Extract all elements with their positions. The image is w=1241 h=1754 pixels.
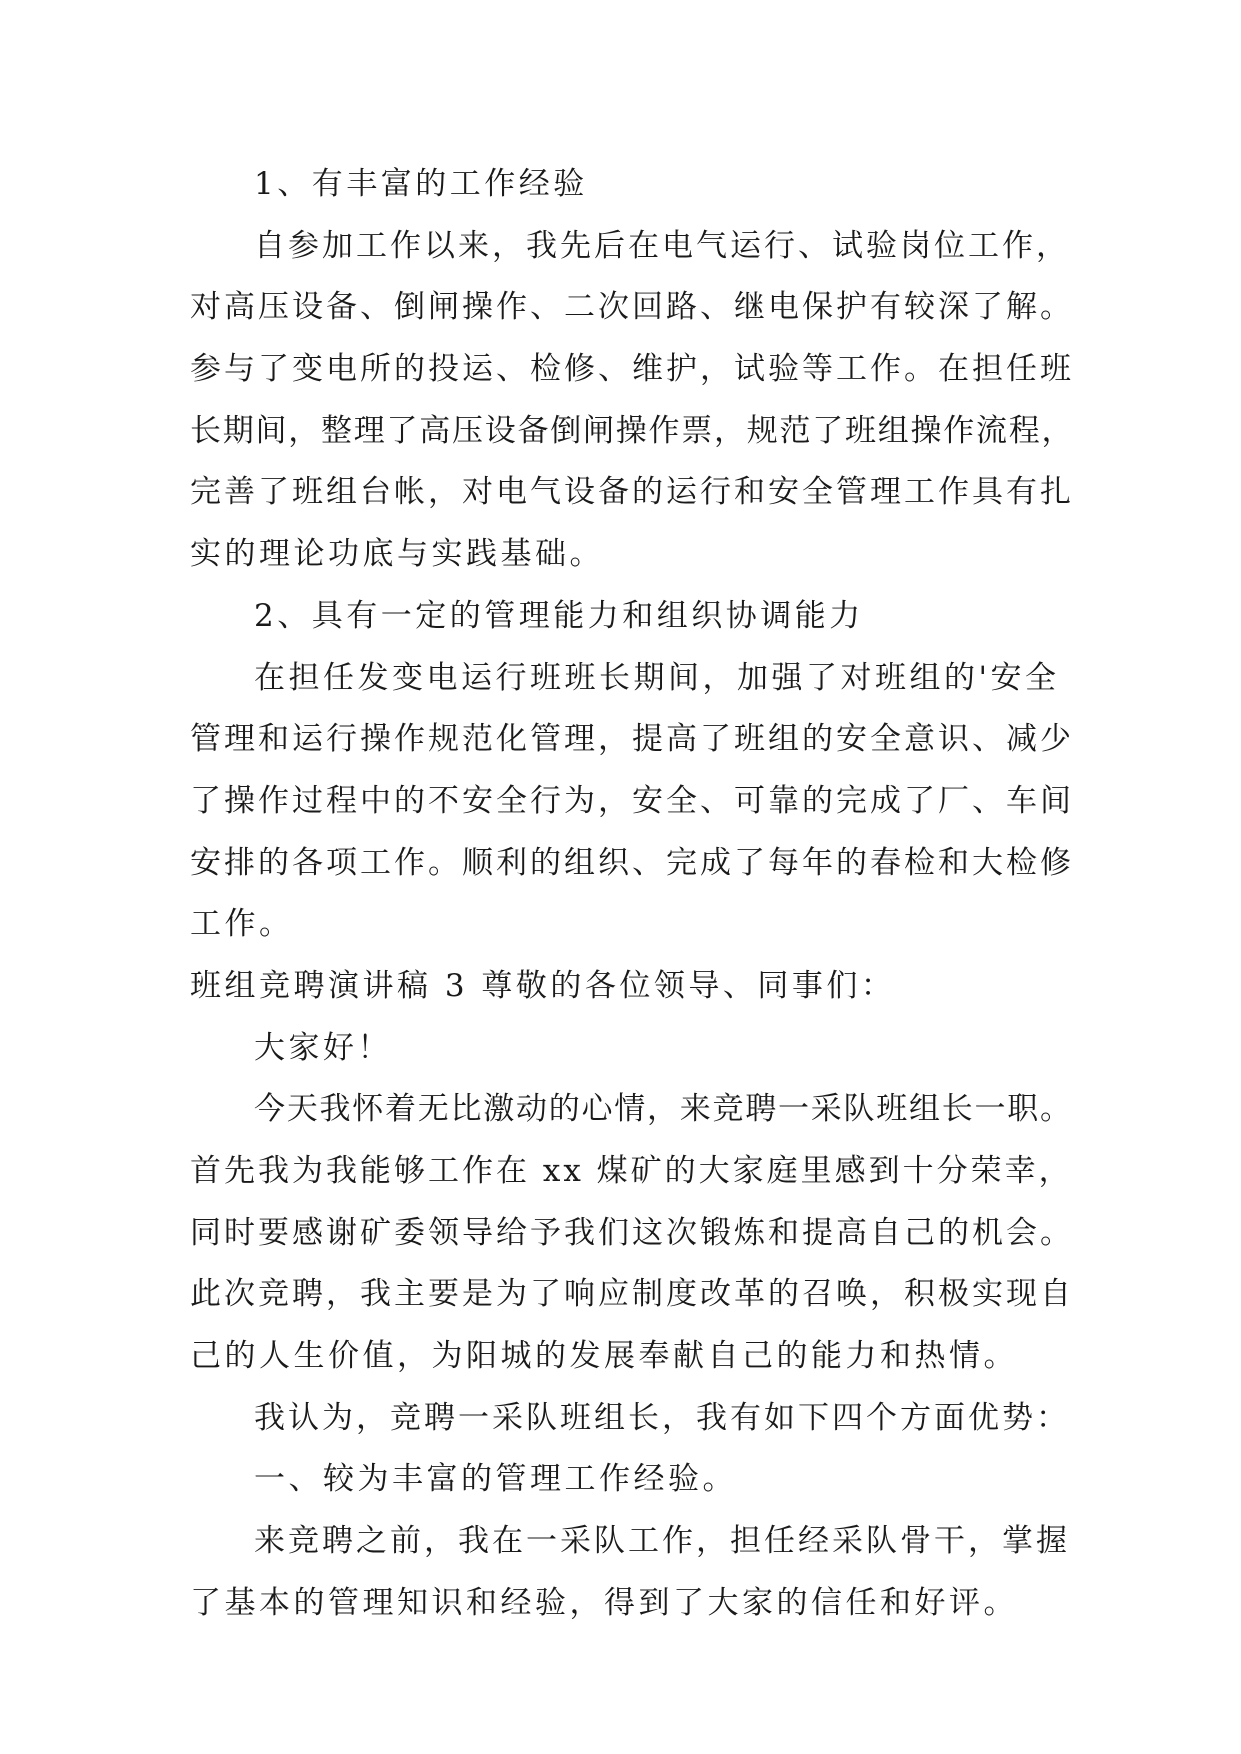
- paragraph-line: 在担任发变电运行班班长期间，加强了对班组的'安全: [254, 659, 1060, 696]
- paragraph-line: 己的人生价值，为阳城的发展奉献自己的能力和热情。: [190, 1338, 1018, 1375]
- paragraph-line: 工作。: [190, 906, 294, 943]
- paragraph-line: 参与了变电所的投运、检修、维护，试验等工作。在担任班: [190, 351, 1074, 388]
- paragraph-line: 此次竞聘，我主要是为了响应制度改革的召唤，积极实现自: [190, 1276, 1074, 1313]
- greeting-line: 大家好！: [254, 1029, 392, 1066]
- paragraph-line: 完善了班组台帐，对电气设备的运行和安全管理工作具有扎: [190, 474, 1074, 511]
- paragraph-line: 管理和运行操作规范化管理，提高了班组的安全意识、减少: [190, 721, 1074, 758]
- document-body: [190, 154, 1075, 1635]
- paragraph-line: 我认为，竞聘一采队班组长，我有如下四个方面优势：: [254, 1399, 1070, 1436]
- heading-management-ability: 2、具有一定的管理能力和组织协调能力: [254, 597, 864, 634]
- paragraph-line: 实的理论功底与实践基础。: [190, 536, 604, 573]
- heading-management-experience: 一、较为丰富的管理工作经验。: [254, 1461, 737, 1498]
- paragraph-line: 首先我为我能够工作在 xx 煤矿的大家庭里感到十分荣幸，: [190, 1153, 1073, 1189]
- speech-title-line: 班组竞聘演讲稿 3 尊敬的各位领导、同事们：: [190, 967, 896, 1004]
- heading-work-experience: 1、有丰富的工作经验: [254, 166, 588, 202]
- paragraph-line: 对高压设备、倒闸操作、二次回路、继电保护有较深了解。: [190, 289, 1074, 326]
- paragraph-line: 安排的各项工作。顺利的组织、完成了每年的春检和大检修: [190, 844, 1074, 881]
- paragraph-line: 自参加工作以来，我先后在电气运行、试验岗位工作，: [254, 227, 1070, 264]
- paragraph-line: 了基本的管理知识和经验，得到了大家的信任和好评。: [190, 1584, 1018, 1621]
- paragraph-line: 来竞聘之前，我在一采队工作，担任经采队骨干，掌握: [254, 1523, 1070, 1560]
- paragraph-line: 长期间，整理了高压设备倒闸操作票，规范了班组操作流程，: [190, 412, 1075, 449]
- paragraph-line: 同时要感谢矿委领导给予我们这次锻炼和提高自己的机会。: [190, 1214, 1074, 1251]
- paragraph-line: 今天我怀着无比激动的心情，来竞聘一采队班组长一职。: [254, 1091, 1073, 1128]
- paragraph-line: 了操作过程中的不安全行为，安全、可靠的完成了厂、车间: [190, 782, 1074, 819]
